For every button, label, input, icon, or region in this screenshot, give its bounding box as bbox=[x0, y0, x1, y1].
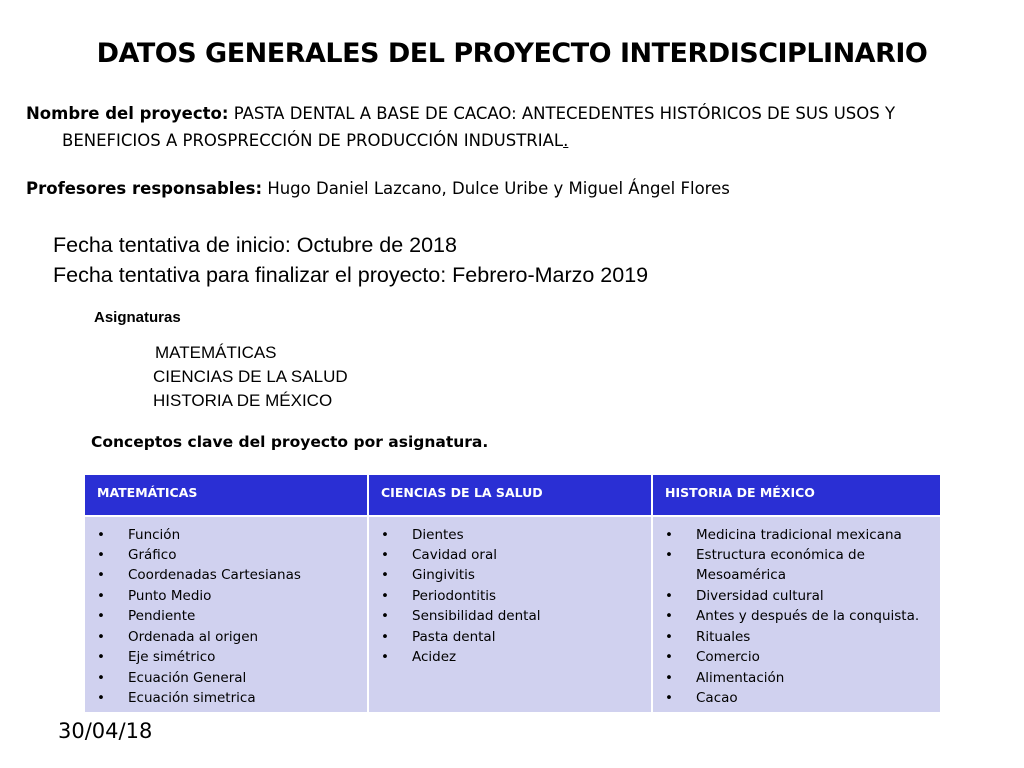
project-name-value-cont: BENEFICIOS A PROSPRECCIÓN DE PRODUCCIÓN INDUSTRIAL bbox=[62, 131, 564, 150]
project-name-line1 bbox=[26, 100, 895, 127]
list-item: • Pasta dental bbox=[379, 627, 643, 647]
list-item: • Estructura económica de bbox=[663, 545, 932, 565]
table-header-cell: MATEMÁTICAS bbox=[85, 475, 369, 515]
page-title: DATOS GENERALES DEL PROYECTO INTERDISCIPLINARIO bbox=[96, 38, 928, 69]
project-name-period: . bbox=[563, 131, 569, 150]
list-item: • Diversidad cultural bbox=[663, 586, 932, 606]
list-item: • Periodontitis bbox=[379, 586, 643, 606]
list-item: • Comercio bbox=[663, 647, 932, 667]
project-name-value: PASTA DENTAL A BASE DE CACAO: ANTECEDENTES HISTÓRICOS DE SUS USOS Y bbox=[233, 104, 896, 123]
concept-list bbox=[95, 525, 359, 709]
table-header-cell: CIENCIAS DE LA SALUD bbox=[369, 475, 653, 515]
table-header-row bbox=[85, 475, 940, 515]
table-cell-matematicas bbox=[85, 517, 369, 712]
table-cell-historia bbox=[653, 517, 940, 712]
list-item: • Ecuación General bbox=[95, 668, 359, 688]
concept-list bbox=[379, 525, 643, 668]
project-name-label: Nombre del proyecto: bbox=[26, 104, 229, 123]
list-item: • Ecuación simetrica bbox=[95, 688, 359, 708]
list-item: • Función bbox=[95, 525, 359, 545]
list-item: • Sensibilidad dental bbox=[379, 606, 643, 626]
list-item: • Eje simétrico bbox=[95, 647, 359, 667]
concept-list bbox=[663, 525, 932, 709]
list-item: • Gingivitis bbox=[379, 565, 643, 585]
end-date: Fecha tentativa para finalizar el proyecto: Febrero-Marzo 2019 bbox=[53, 263, 649, 287]
professors-value: Hugo Daniel Lazcano, Dulce Uribe y Miguel Ángel Flores bbox=[267, 179, 730, 198]
subject-item: CIENCIAS DE LA SALUD bbox=[153, 367, 348, 386]
professors-label: Profesores responsables: bbox=[26, 179, 263, 198]
list-item: • Pendiente bbox=[95, 606, 359, 626]
table-row bbox=[85, 517, 940, 712]
list-item-continuation: Mesoamérica bbox=[696, 567, 786, 584]
list-item: • Dientes bbox=[379, 525, 643, 545]
start-date: Fecha tentativa de inicio: Octubre de 2018 bbox=[53, 233, 457, 257]
list-item: • Rituales bbox=[663, 627, 932, 647]
subject-item: MATEMÁTICAS bbox=[155, 343, 277, 362]
list-item: • Acidez bbox=[379, 647, 643, 667]
subject-item: HISTORIA DE MÉXICO bbox=[153, 391, 333, 410]
list-item: • Coordenadas Cartesianas bbox=[95, 565, 359, 585]
list-item: • Cacao bbox=[663, 688, 932, 708]
list-item: • Medicina tradicional mexicana bbox=[663, 525, 932, 545]
table-header-cell: HISTORIA DE MÉXICO bbox=[653, 475, 940, 515]
concepts-table bbox=[85, 475, 940, 712]
list-item: • Antes y después de la conquista. bbox=[663, 606, 932, 626]
table-cell-ciencias bbox=[369, 517, 653, 712]
concepts-heading: Conceptos clave del proyecto por asignatura. bbox=[91, 433, 489, 451]
footer-date: 30/04/18 bbox=[58, 719, 153, 743]
subjects-heading: Asignaturas bbox=[94, 309, 181, 326]
professors-line bbox=[26, 175, 730, 202]
list-item: • Ordenada al origen bbox=[95, 627, 359, 647]
list-item: • Gráfico bbox=[95, 545, 359, 565]
project-name-line2 bbox=[62, 127, 568, 154]
list-item: • Punto Medio bbox=[95, 586, 359, 606]
list-item: • Alimentación bbox=[663, 668, 932, 688]
list-item: • Cavidad oral bbox=[379, 545, 643, 565]
